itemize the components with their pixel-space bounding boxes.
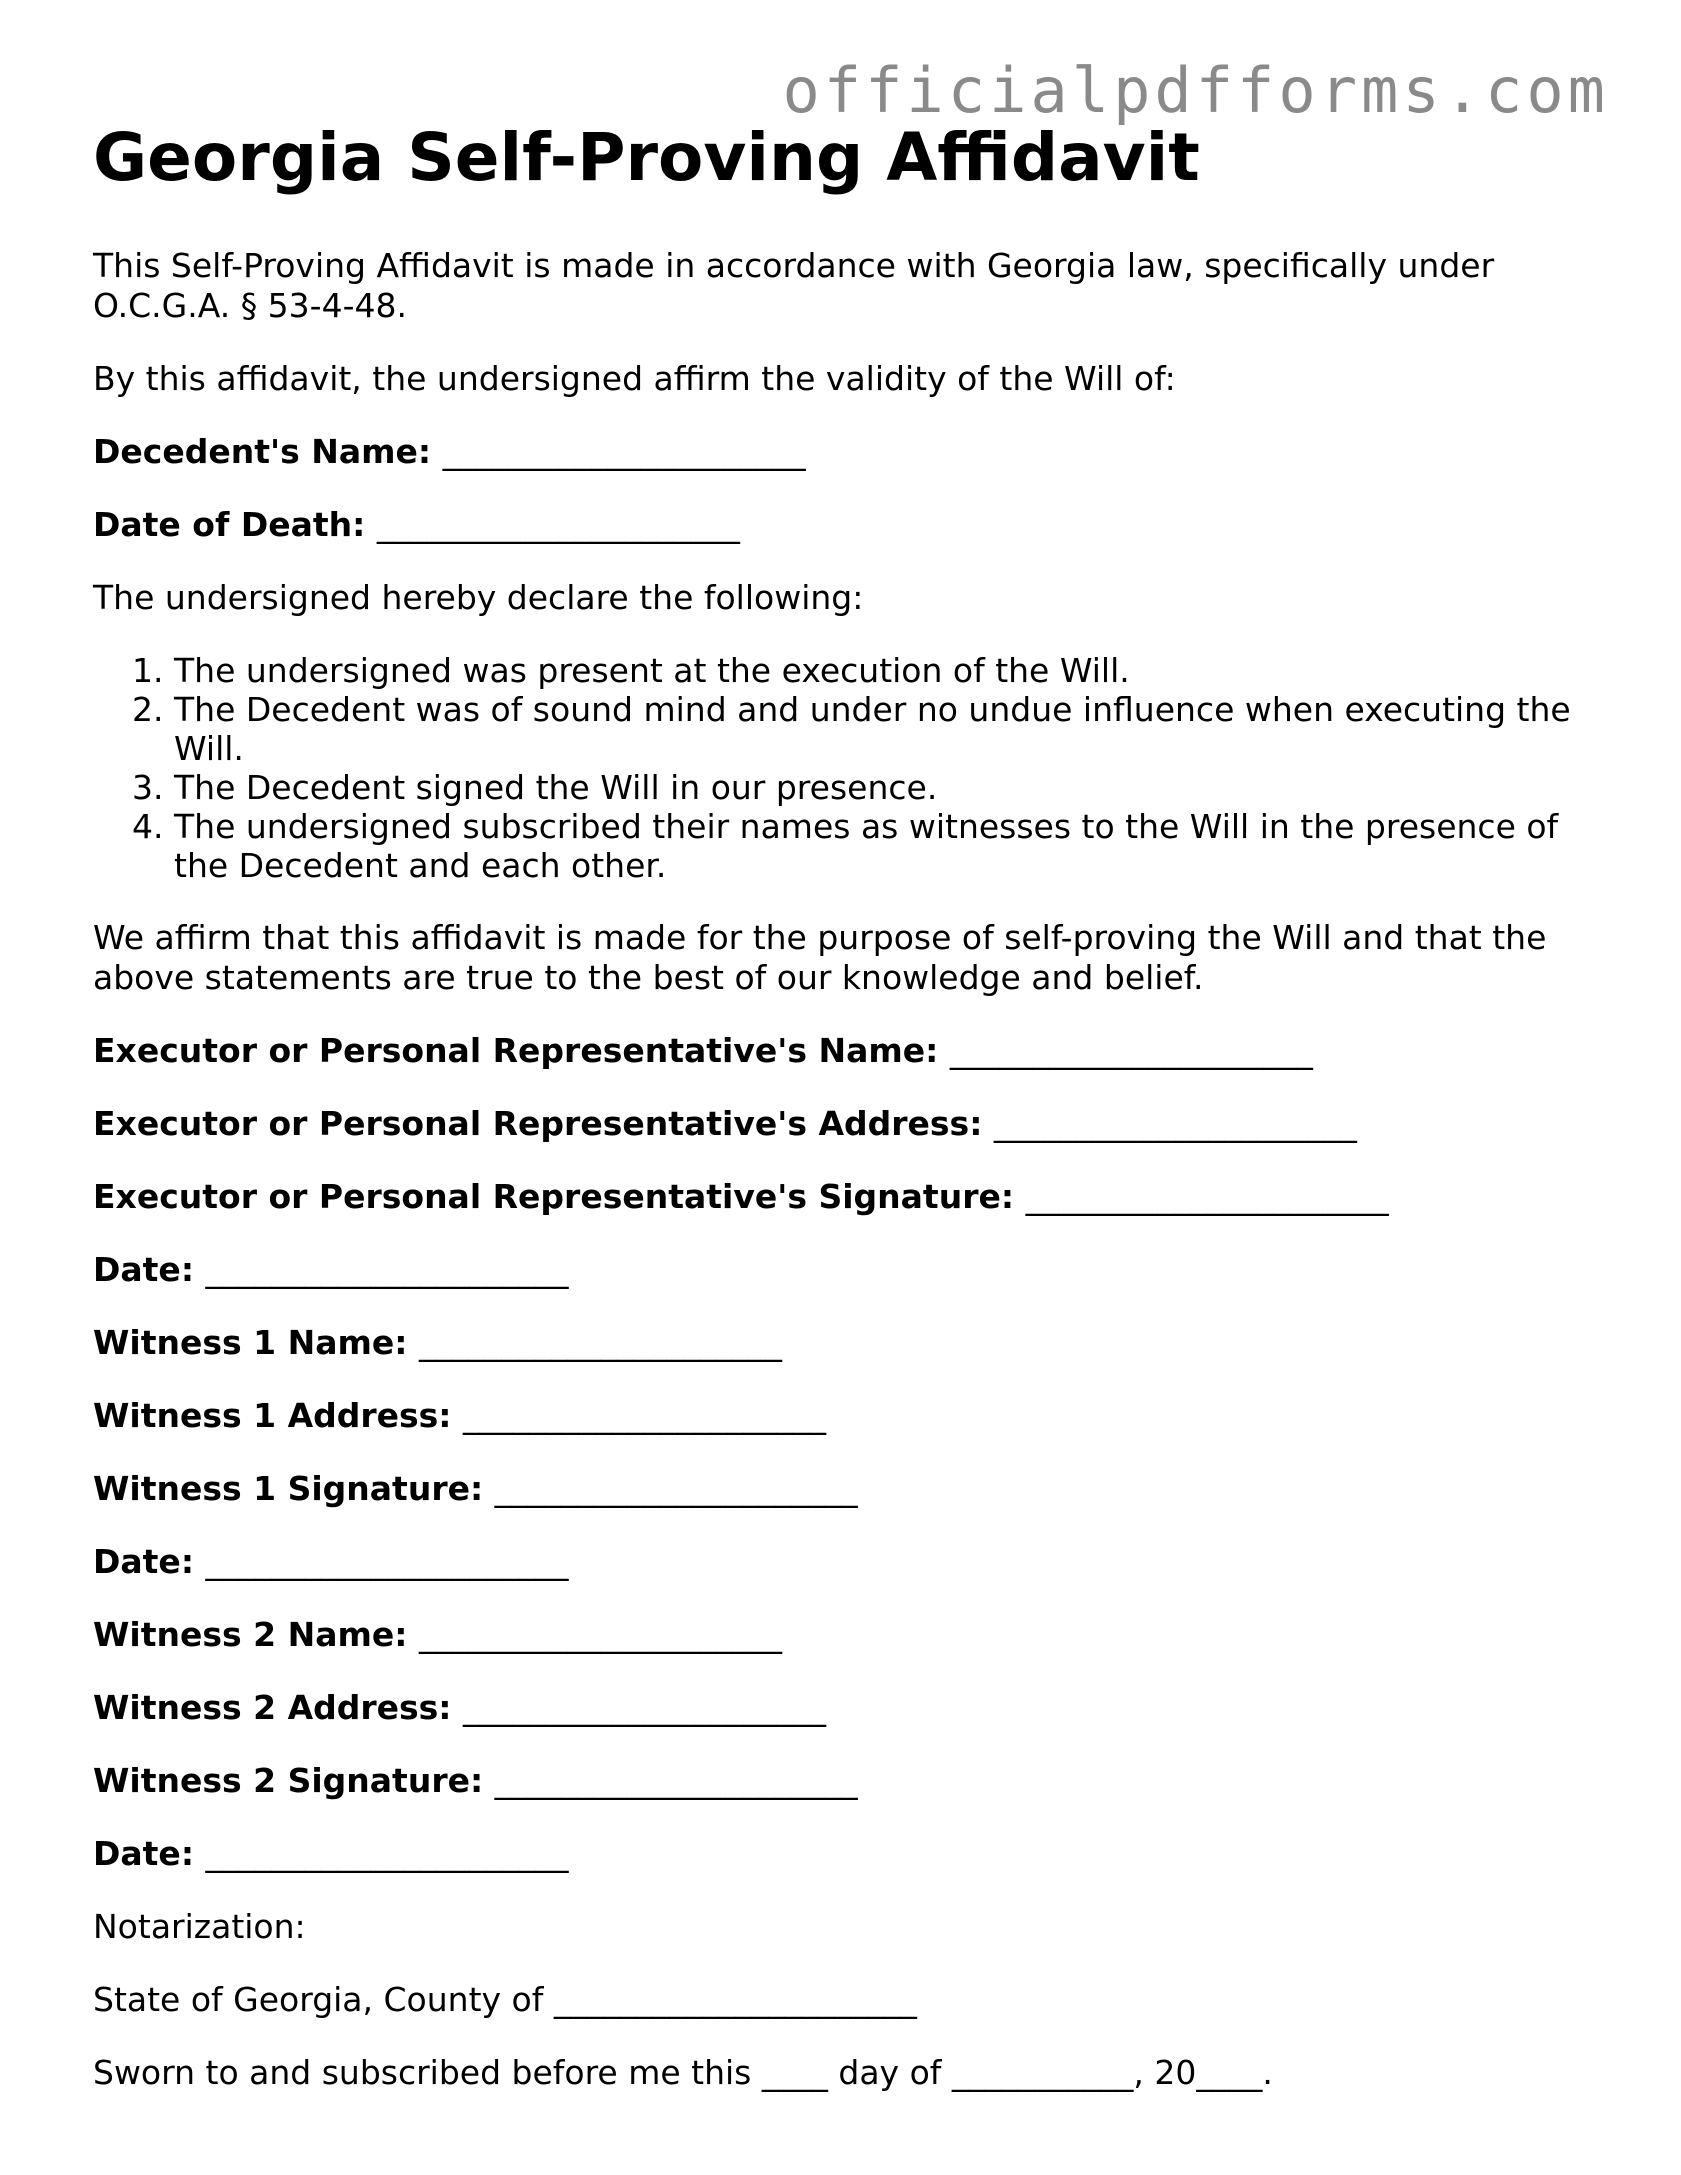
date-of-death-field (93, 505, 1593, 545)
sworn-text-1: Sworn to and subscribed before me this (93, 2053, 752, 2092)
intro-paragraph: This Self-Proving Affidavit is made in accordance with Georgia law, specifically under O.C.G.A. § 53-4-48. (93, 246, 1495, 325)
decedent-name-blank[interactable]: ______________________ (442, 432, 806, 471)
witness1-address-blank[interactable]: ______________________ (463, 1396, 827, 1435)
county-field (93, 1980, 1593, 2020)
sworn-text-2: day of (838, 2053, 942, 2092)
executor-date-blank[interactable]: ______________________ (205, 1250, 569, 1289)
sworn-statement (93, 2053, 1593, 2093)
date-of-death-label: Date of Death: (93, 505, 366, 544)
witness1-address-label: Witness 1 Address: (93, 1396, 452, 1435)
declaration-item: 4. The undersigned subscribed their names as witnesses to the Will in the presence of the Decedent and each other. (174, 807, 1593, 885)
affirmation-paragraph: We affirm that this affidavit is made for the purpose of self-proving the Will and that the above statements are true to the best of our knowledge and belief. (93, 918, 1547, 997)
witness1-name-label: Witness 1 Name: (93, 1323, 408, 1362)
executor-address-blank[interactable]: ______________________ (993, 1104, 1357, 1143)
county-label: State of Georgia, County of (93, 1980, 544, 2019)
executor-date-label: Date: (93, 1250, 195, 1289)
document-title: Georgia Self-Proving Affidavit (93, 119, 1200, 196)
day-blank[interactable]: ____ (761, 2053, 828, 2092)
executor-signature-label: Executor or Personal Representative's Signature: (93, 1177, 1015, 1216)
witness1-date-field (93, 1542, 1593, 1582)
witness2-name-blank[interactable]: ______________________ (418, 1615, 782, 1654)
witness2-name-field (93, 1615, 1593, 1655)
witness1-date-blank[interactable]: ______________________ (205, 1542, 569, 1581)
witness2-name-label: Witness 2 Name: (93, 1615, 408, 1654)
date-of-death-blank[interactable]: ______________________ (376, 505, 740, 544)
witness2-date-blank[interactable]: ______________________ (205, 1834, 569, 1873)
sworn-end: . (1262, 2053, 1273, 2092)
witness1-signature-blank[interactable]: ______________________ (494, 1469, 858, 1508)
executor-address-label: Executor or Personal Representative's Address: (93, 1104, 983, 1143)
affidavit-document (93, 118, 1593, 2126)
executor-name-label: Executor or Personal Representative's Name: (93, 1031, 939, 1070)
affirm-intro: By this affidavit, the undersigned affirm the validity of the Will of: (93, 359, 1176, 398)
witness1-address-field (93, 1396, 1593, 1436)
executor-name-field (93, 1031, 1593, 1071)
witness1-date-label: Date: (93, 1542, 195, 1581)
executor-address-field (93, 1104, 1593, 1144)
declare-intro: The undersigned hereby declare the following: (93, 578, 864, 617)
witness1-name-field (93, 1323, 1593, 1363)
witness1-name-blank[interactable]: ______________________ (418, 1323, 782, 1362)
witness2-address-field (93, 1688, 1593, 1728)
witness1-signature-field (93, 1469, 1593, 1509)
decedent-name-field (93, 432, 1593, 472)
year-blank[interactable]: ____ (1196, 2053, 1263, 2092)
decedent-name-label: Decedent's Name: (93, 432, 432, 471)
executor-name-blank[interactable]: ______________________ (949, 1031, 1313, 1070)
witness2-address-label: Witness 2 Address: (93, 1688, 452, 1727)
declaration-item: 1. The undersigned was present at the execution of the Will. (174, 651, 1593, 690)
witness2-signature-blank[interactable]: ______________________ (494, 1761, 858, 1800)
month-blank[interactable]: ___________ (951, 2053, 1134, 2092)
declarations-list (93, 651, 1593, 885)
witness2-signature-field (93, 1761, 1593, 1801)
executor-date-field (93, 1250, 1593, 1290)
county-blank[interactable]: ______________________ (553, 1980, 917, 2019)
watermark: officialpdfforms.com (782, 54, 1609, 127)
executor-signature-field (93, 1177, 1593, 1217)
notarization-heading: Notarization: (93, 1907, 306, 1946)
witness2-signature-label: Witness 2 Signature: (93, 1761, 484, 1800)
witness2-address-blank[interactable]: ______________________ (463, 1688, 827, 1727)
declaration-item: 2. The Decedent was of sound mind and under no undue influence when executing the Will. (174, 690, 1593, 768)
declaration-item: 3. The Decedent signed the Will in our presence. (174, 768, 1593, 807)
executor-signature-blank[interactable]: ______________________ (1025, 1177, 1389, 1216)
witness1-signature-label: Witness 1 Signature: (93, 1469, 484, 1508)
witness2-date-field (93, 1834, 1593, 1874)
sworn-text-3: , 20 (1133, 2053, 1197, 2092)
witness2-date-label: Date: (93, 1834, 195, 1873)
